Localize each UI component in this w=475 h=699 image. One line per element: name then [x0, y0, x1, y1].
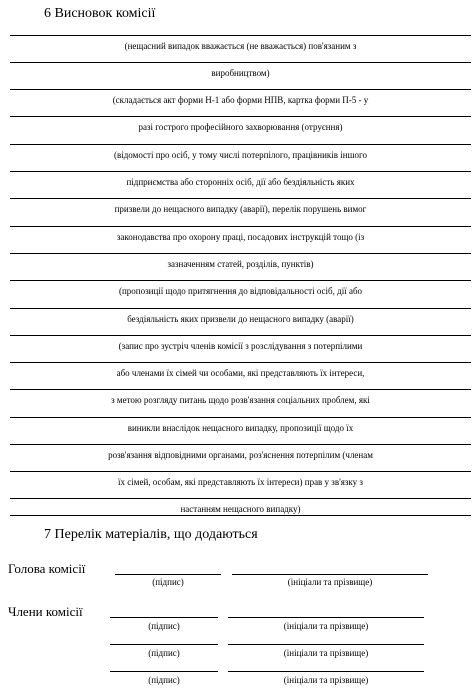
hint-row[interactable]: [10, 335, 471, 363]
head-of-commission-label: Голова комісії: [8, 561, 86, 576]
hint-text: законодавства про охорону праці, посадових інструкцій тощо (із: [116, 232, 365, 242]
hint-text: (нещасний випадок вважається (не вважається) пов'язаним з: [124, 41, 357, 51]
hint-text: виникли внаслідок нещасного випадку, пропозиції щодо їх: [127, 423, 354, 433]
hint-text: зазначенням статей, розділів, пунктів): [167, 259, 314, 269]
signature-caption: (підпис): [152, 577, 184, 587]
name-caption: (ініціали та прізвище): [283, 621, 369, 631]
hint-text: настанням нещасного випадку): [180, 504, 301, 514]
hint-text: (запис про зустріч членів комісії з розслідування з потерпілими: [118, 341, 363, 351]
hint-text: (відомості про осіб, у тому числі потерпілого, працівників іншого: [113, 150, 368, 160]
hint-row[interactable]: [10, 280, 471, 308]
head-name-line[interactable]: [232, 574, 428, 575]
commission-members-label: Члени комісії: [8, 604, 83, 619]
section-6-title: 6 Висновок комісії: [44, 6, 156, 21]
divider-line: [10, 515, 471, 516]
member-name-line[interactable]: [228, 671, 424, 672]
hint-row[interactable]: [10, 89, 471, 117]
hint-text: виробництвом): [211, 68, 270, 78]
hint-text: підприємства або сторонніх осіб, дії або бездіяльність яких: [126, 177, 355, 187]
hint-row[interactable]: [10, 417, 471, 445]
hint-row[interactable]: [10, 116, 471, 144]
hint-text: бездіяльність яких призвели до нещасного випадку (аварії): [127, 314, 354, 324]
hint-row[interactable]: [10, 444, 471, 472]
hint-row[interactable]: [10, 498, 471, 526]
hint-row[interactable]: [10, 471, 471, 499]
member-name-line[interactable]: [228, 617, 424, 618]
signature-caption: (підпис): [148, 621, 180, 631]
name-caption: (ініціали та прізвище): [283, 675, 369, 685]
hint-text: з метою розгляду питань щодо розв'язання соціальних проблем, які: [111, 395, 370, 405]
hint-text: (складається акт форми Н-1 або форми НПВ, картка форми П-5 - у: [112, 95, 369, 105]
hint-text: разі гострого професійного захворювання (отруєння): [138, 122, 343, 132]
hint-row[interactable]: [10, 308, 471, 336]
name-caption: (ініціали та прізвище): [287, 577, 373, 587]
hint-row[interactable]: [10, 62, 471, 90]
hint-row[interactable]: [10, 362, 471, 390]
section-7-title: 7 Перелік матеріалів, що додаються: [44, 527, 258, 542]
hint-text: їх сімей, особам, які представляють їх інтереси) прав у зв'язку з: [118, 477, 363, 487]
head-signature-line[interactable]: [115, 574, 221, 575]
hint-text: (пропозиції щодо притягнення до відповідальності осіб, дії або: [118, 286, 363, 296]
signature-caption: (підпис): [148, 648, 180, 658]
hint-row[interactable]: [10, 35, 471, 63]
hint-text: або членами їх сімей чи особами, які представляють їх інтереси,: [116, 368, 365, 378]
member-signature-line[interactable]: [110, 671, 218, 672]
member-signature-line[interactable]: [110, 617, 218, 618]
hint-row[interactable]: [10, 253, 471, 281]
hint-text: призвели до нещасного випадку (аварії), перелік порушень вимог: [114, 204, 367, 214]
name-caption: (ініціали та прізвище): [283, 648, 369, 658]
signature-caption: (підпис): [148, 675, 180, 685]
hint-row[interactable]: [10, 144, 471, 172]
hint-row[interactable]: [10, 389, 471, 417]
hint-text: розв'язання відповідними органами, роз'яснення потерпілим (членам: [108, 450, 373, 460]
hint-row[interactable]: [10, 226, 471, 254]
hint-row[interactable]: [10, 171, 471, 199]
member-name-line[interactable]: [228, 644, 424, 645]
hint-row[interactable]: [10, 198, 471, 226]
member-signature-line[interactable]: [110, 644, 218, 645]
